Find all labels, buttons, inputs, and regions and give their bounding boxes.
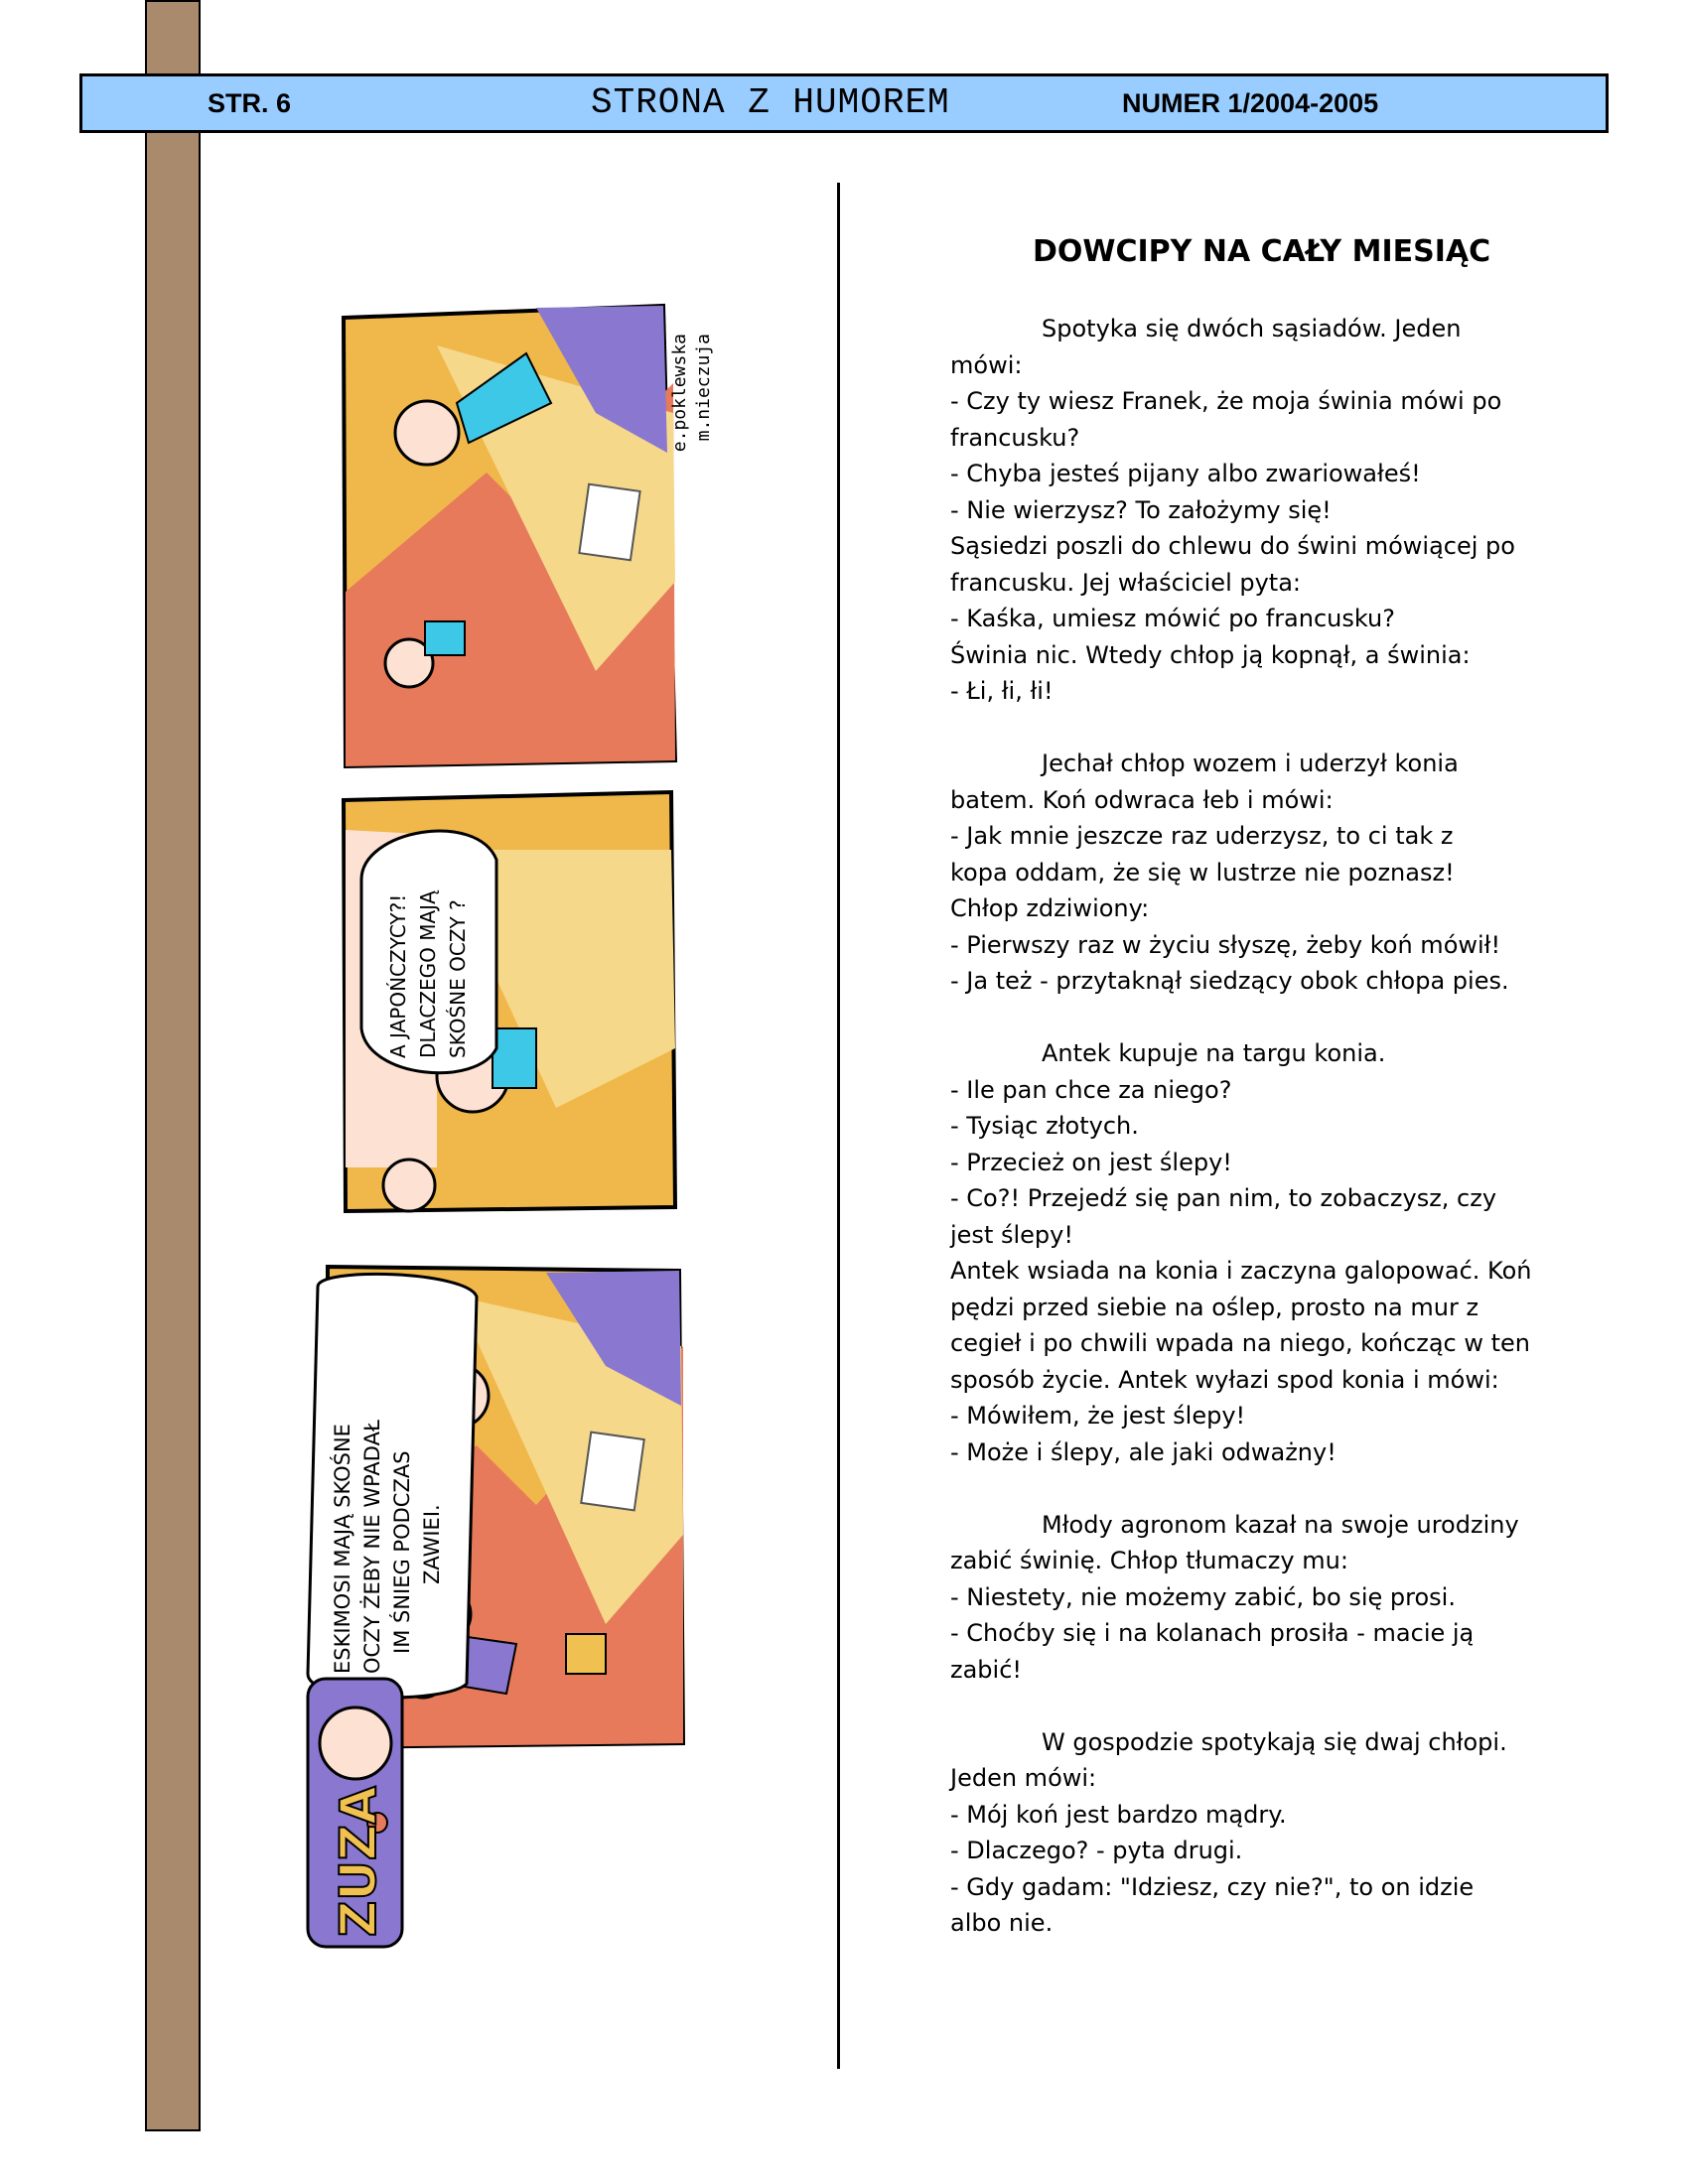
joke-line: - Kaśka, umiesz mówić po francusku? <box>950 605 1395 632</box>
joke-line: - Przecież on jest ślepy! <box>950 1148 1232 1176</box>
joke-line: kopa oddam, że się w lustrze nie poznasz! <box>950 858 1455 887</box>
joke-paragraph <box>950 1724 1526 1942</box>
joke-line: - Łi, łi, łi! <box>950 677 1054 705</box>
joke-line: francusku. Jej właściciel pyta: <box>950 568 1302 597</box>
joke-paragraph <box>950 1507 1526 1689</box>
joke-line: sposób życie. Antek wyłazi spod konia i mówi: <box>950 1365 1499 1394</box>
joke-line: Młody agronom kazał na swoje urodziny <box>1042 1510 1519 1539</box>
zuza-logo <box>308 1679 402 1947</box>
joke-line: - Mój koń jest bardzo mądry. <box>950 1800 1287 1829</box>
joke-paragraph <box>950 311 1526 710</box>
joke-paragraph <box>950 746 1526 1000</box>
column-divider <box>837 183 840 2069</box>
comic-bubble-3-line-1: ESKIMOSI MAJĄ SKOŚNE <box>331 1424 354 1674</box>
joke-line: - Co?! Przejedź się pan nim, to zobaczysz, czy <box>950 1184 1497 1212</box>
joke-line: - Ile pan chce za niego? <box>950 1075 1232 1104</box>
joke-line: Jeden mówi: <box>950 1764 1097 1792</box>
joke-line: - Ja też - przytaknął siedzący obok chłopa pies. <box>950 967 1509 995</box>
comic-credit-2: m.nieczuja <box>693 334 714 442</box>
joke-line: - Gdy gadam: "Idziesz, czy nie?", to on idzie <box>950 1872 1475 1901</box>
comic-bubble-2-line-1: A JAPOŃCZYCY?! <box>386 893 410 1058</box>
joke-line: - Nie wierzysz? To założymy się! <box>950 495 1332 524</box>
joke-line: - Pierwszy raz w życiu słyszę, żeby koń mówił! <box>950 930 1501 959</box>
joke-line: - Mówiłem, że jest ślepy! <box>950 1402 1246 1430</box>
joke-line: - Może i ślepy, ale jaki odważny! <box>950 1437 1336 1466</box>
joke-line: Sąsiedzi poszli do chlewu do świni mówiącej po <box>950 532 1515 560</box>
joke-line: Spotyka się dwóch sąsiadów. Jeden <box>1042 315 1462 342</box>
joke-line: francusku? <box>950 423 1080 452</box>
comic-credit-1: e.poklewska <box>669 334 690 453</box>
comic-panel-2 <box>344 792 675 1211</box>
joke-line: - Chyba jesteś pijany albo zwariowałeś! <box>950 460 1421 487</box>
comic-bubble-2-line-3: SKOŚNE OCZY ? <box>446 899 470 1058</box>
joke-paragraph <box>950 1035 1532 1470</box>
joke-line: batem. Koń odwraca łeb i mówi: <box>950 785 1334 814</box>
joke-line: zabić! <box>950 1655 1023 1684</box>
joke-line: W gospodzie spotykają się dwaj chłopi. <box>1042 1727 1507 1756</box>
joke-line: - Czy ty wiesz Franek, że moja świnia mówi po <box>950 387 1502 415</box>
joke-line: - Niestety, nie możemy zabić, bo się prosi. <box>950 1582 1456 1611</box>
joke-line: zabić świnię. Chłop tłumaczy mu: <box>950 1547 1348 1574</box>
joke-line: Świnia nic. Wtedy chłop ją kopnął, a świnia: <box>950 640 1471 669</box>
joke-line: - Jak mnie jeszcze raz uderzysz, to ci tak z <box>950 822 1454 850</box>
joke-line: albo nie. <box>950 1909 1054 1937</box>
joke-line: Antek kupuje na targu konia. <box>1042 1039 1386 1067</box>
page-number: STR. 6 <box>208 88 292 118</box>
joke-line: - Dlaczego? - pyta drugi. <box>950 1837 1243 1864</box>
joke-line: mówi: <box>950 350 1023 379</box>
joke-line: - Tysiąc złotych. <box>950 1112 1139 1140</box>
section-title: STRONA Z HUMOREM <box>591 82 950 123</box>
comic-panel-1 <box>344 306 714 766</box>
comic-strip <box>298 294 755 1957</box>
joke-line: Antek wsiada na konia i zaczyna galopować. Koń <box>950 1257 1532 1285</box>
joke-line: pędzi przed siebie na oślep, prosto na mur z <box>950 1293 1479 1321</box>
article-title: DOWCIPY NA CAŁY MIESIĄC <box>1033 234 1491 269</box>
comic-bubble-2-line-2: DLACZEGO MAJĄ <box>416 890 440 1058</box>
joke-line: Chłop zdziwiony: <box>950 894 1150 922</box>
jokes-column <box>950 311 1532 1978</box>
decorative-sidebar-strip <box>145 0 201 2131</box>
joke-line: Jechał chłop wozem i uderzył konia <box>1042 750 1459 777</box>
comic-bubble-3-line-2: OCZY ŻEBY NIE WPADAŁ <box>360 1420 384 1674</box>
joke-line: cegieł i po chwili wpada na niego, kończąc w ten <box>950 1329 1531 1357</box>
joke-line: jest ślepy! <box>950 1220 1073 1249</box>
joke-line: - Choćby się i na kolanach prosiła - macie ją <box>950 1619 1475 1647</box>
zuza-logo-text: ZUZA <box>330 1786 387 1937</box>
page-header <box>79 73 1609 133</box>
comic-bubble-3-line-3: IM ŚNIEG PODCZAS <box>390 1450 414 1654</box>
comic-bubble-3-line-4: ZAWIEI. <box>420 1504 444 1584</box>
issue-number: NUMER 1/2004-2005 <box>1122 88 1379 118</box>
comic-panel-3 <box>308 1267 683 1747</box>
